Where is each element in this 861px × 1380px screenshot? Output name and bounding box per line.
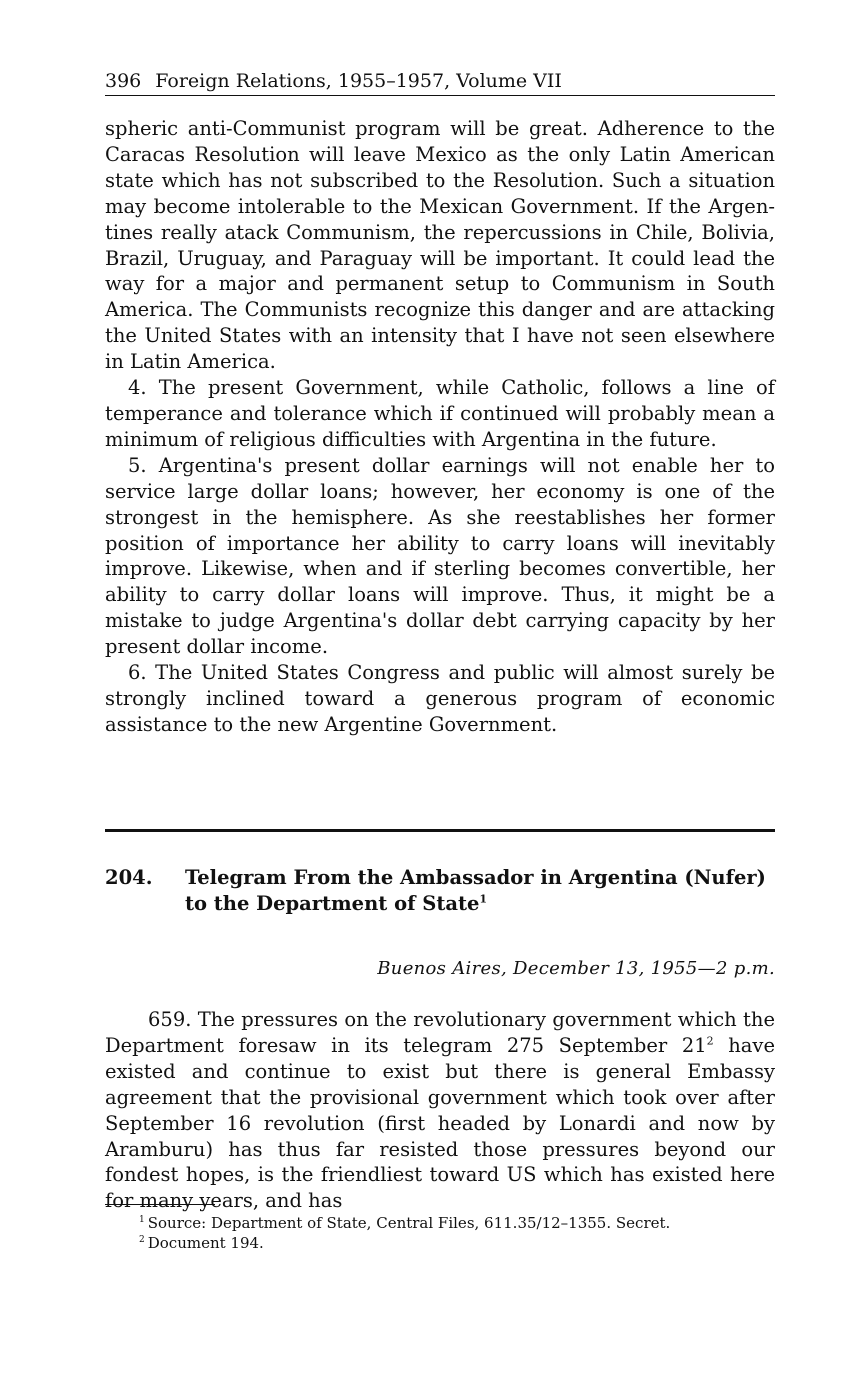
paragraph-4: 4. The present Government, while Catholic, follows a line of temperance and tolerance which if continued will probably mean a minimum of religious difficulties with Argentina in the future. [105, 376, 775, 451]
footnote-text: Document 194. [147, 1234, 264, 1252]
footnote-1 [139, 1213, 670, 1233]
document-heading [105, 865, 775, 917]
telegram-text-part2: have existed and continue to exist but there is general Embassy agreement that the provisional government which took over after September 16 revolution (first headed by Lonardi and now by Aramburu) has thus far resisted those pressures beyond our fondest hopes, is the friendliest toward US which has existed here for many years, and has [105, 1033, 775, 1213]
document-title: Telegram From the Ambassador in Argentina (Nufer) to the Department of State [185, 866, 766, 915]
document-number: 204. [105, 866, 153, 889]
section-divider [105, 829, 775, 832]
page-number: 396 [105, 70, 142, 92]
dateline: Buenos Aires, December 13, 1955—2 p.m. [377, 958, 775, 979]
document-title-wrapper [185, 865, 775, 917]
paragraph-5: 5. Argentina's present dollar earnings will not enable her to service large dollar loans; however, her economy is one of the strongest in the hemisphere. As she reestablishes her former position of importance her ability to carry loans will inevitably improve. Likewise, when and if sterling becomes convertible, her ability to carry dollar loans will improve. Thus, it might be a mistake to judge Argentina's dollar debt carrying capacity by her present dollar income. [105, 453, 775, 659]
footnote-2 [139, 1233, 670, 1253]
telegram-text-part1: 659. The pressures on the revolutionary government which the Department foresaw in its telegram 275 September 21 [105, 1008, 775, 1057]
footnote-divider [105, 1204, 215, 1205]
footnote-marker: 2 [139, 1235, 145, 1245]
paragraph-continued: spheric anti-Communist program will be great. Adherence to the Caracas Resolution will leave Mexico as the only Latin American state which has not subscribed to the Resolution. Such a situation may become intolerable to the Mexican Government. If the Argentines really atack Communism, the repercussions in Chile, Bolivia, Brazil, Uruguay, and Paraguay will be important. It could lead the way for a major and permanent setup to Communism in South America. The Communists recognize this danger and are attacking the United States with an intensity that I have not seen elsewhere in Latin America. [105, 117, 775, 374]
paragraph-6: 6. The United States Congress and public will almost surely be strongly inclined toward a generous program of economic assistance to the new Argentine Government. [105, 661, 775, 736]
footnote-ref-1: 1 [479, 892, 488, 906]
volume-title: Foreign Relations, 1955–1957, Volume VII [155, 70, 562, 92]
running-header [105, 68, 775, 96]
footnotes [139, 1213, 670, 1253]
document-page [105, 0, 775, 1380]
footnote-ref-2: 2 [706, 1034, 714, 1048]
continued-text [105, 116, 775, 738]
footnote-text: Source: Department of State, Central Files, 611.35/12–1355. Secret. [147, 1214, 671, 1232]
telegram-text [105, 1007, 775, 1214]
footnote-marker: 1 [139, 1215, 145, 1225]
telegram-paragraph [105, 1007, 775, 1214]
